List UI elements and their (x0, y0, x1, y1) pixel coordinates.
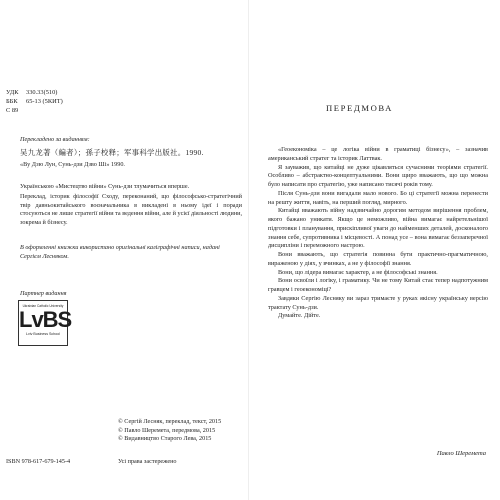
udk-row (6, 88, 63, 97)
logo-bottom-text: Lviv Business School (26, 332, 60, 336)
copyright-block (118, 418, 221, 444)
foreword-paragraph: Вони, що лідера вимагає характер, а не філософські знання. (278, 268, 438, 276)
udk-value: 330.33(510) (26, 89, 58, 96)
foreword-paragraph: Китайці вважають війну надзвичайно дорогим методом вирішення проблем, якого бажано уникати. Якщо це неможливо, війна вимагає найретельнішої підготовки і планування, прискіпливої уваги до найменших деталей, досконалого знання себе, супротивника і місцевості. А понад усе – вона вимагає беззаперечної дисципліни і переможного настрою. (268, 207, 488, 250)
rights-reserved: Усі права застережено (118, 458, 177, 465)
bbk-row (6, 97, 63, 106)
foreword-paragraph: Завдяки Сергію Лесняку ви зараз тримаєте у руках якісну українську версію трактату Сунь-дзи. (268, 294, 488, 311)
page-gutter (248, 0, 249, 500)
author-mark: С 89 (6, 107, 19, 114)
translated-from-label: Перекладено за виданням: (20, 136, 90, 143)
foreword-body (268, 146, 488, 321)
author-mark-row (6, 106, 63, 115)
foreword-paragraph: Вони освоїли і логіку, і граматику. Чи не тому Китай стає тепер надпотужним гравцем і геоекономіці? (268, 277, 488, 293)
copyright-line: © Видавництво Старого Лева, 2015 (118, 435, 212, 443)
foreword-paragraph: «Геоекономіка – це логіка війни в граматиці бізнесу», – зазначив американський стратег та історик Латтвак. (268, 146, 488, 162)
foreword-paragraph: Думайте. Дійте. (278, 312, 321, 320)
foreword-paragraph: Я зауважив, що китайці не дуже цікавляться сучасними теоріями стратегії. Особливо – абстрактно-концептуальними. Вони щиро вважають, що що можна було написати про стратегію, уже написано тисячі років тому. (268, 163, 488, 188)
bbk-value: 65-13 (5КИТ) (26, 98, 63, 105)
copyright-line: © Павло Шеремета, передмова, 2015 (118, 426, 216, 434)
intro-line: Українською «Мистецтво війни» Сунь-дзи тлумачиться вперше. (20, 183, 190, 190)
partner-label: Партнер видання (20, 290, 67, 297)
logo-top-text: Ukrainian Catholic University (22, 304, 64, 308)
original-title-transliteration: «Ву Дзю Лун, Сунь-дзи Дзво Ші» 1990. (20, 161, 125, 168)
original-cjk-title: 吴九龙著（編者）；孫子校释；军事科学出版社。1990. (20, 148, 204, 157)
lvbs-logo (18, 300, 72, 346)
imprint-page (0, 0, 248, 500)
classification-block (6, 88, 63, 115)
design-note: В оформленні книжки використано оригінальні каліграфічні написи, надані Сергієм Лесняком. (20, 244, 220, 260)
isbn: ISBN 978-617-679-145-4 (6, 458, 71, 465)
foreword-paragraph: Після Сунь-дзи вони вигадали мало нового. Бо ці стратегії можна перенести на решту життя, навіть, на перший погляд, мирного. (268, 189, 488, 206)
intro-paragraph: Переклад, історик філософії Сходу, переконаний, що філософсько-стратегічний твір давньокитайського воєначальника в викладені в ньому ідеї і поради стосуються не лише стратегії війни та ведення війни, але й усієї діяльності людини, зокрема й бізнесу. (20, 193, 242, 226)
foreword-paragraph: Вони вважають, що стратегія повинна бути практично-прагматичною, вираженою у діях, у вчинках, а не у філософії знання. (268, 251, 488, 267)
foreword-title: ПЕРЕДМОВА (326, 103, 393, 113)
udk-key: УДК (6, 89, 19, 96)
foreword-signature: Павло Шеремета (436, 450, 486, 457)
logo-main-text: LvBS (19, 307, 72, 332)
bbk-key: ББК (6, 98, 18, 105)
copyright-line: © Сергій Лесняк, переклад, текст, 2015 (118, 418, 222, 425)
